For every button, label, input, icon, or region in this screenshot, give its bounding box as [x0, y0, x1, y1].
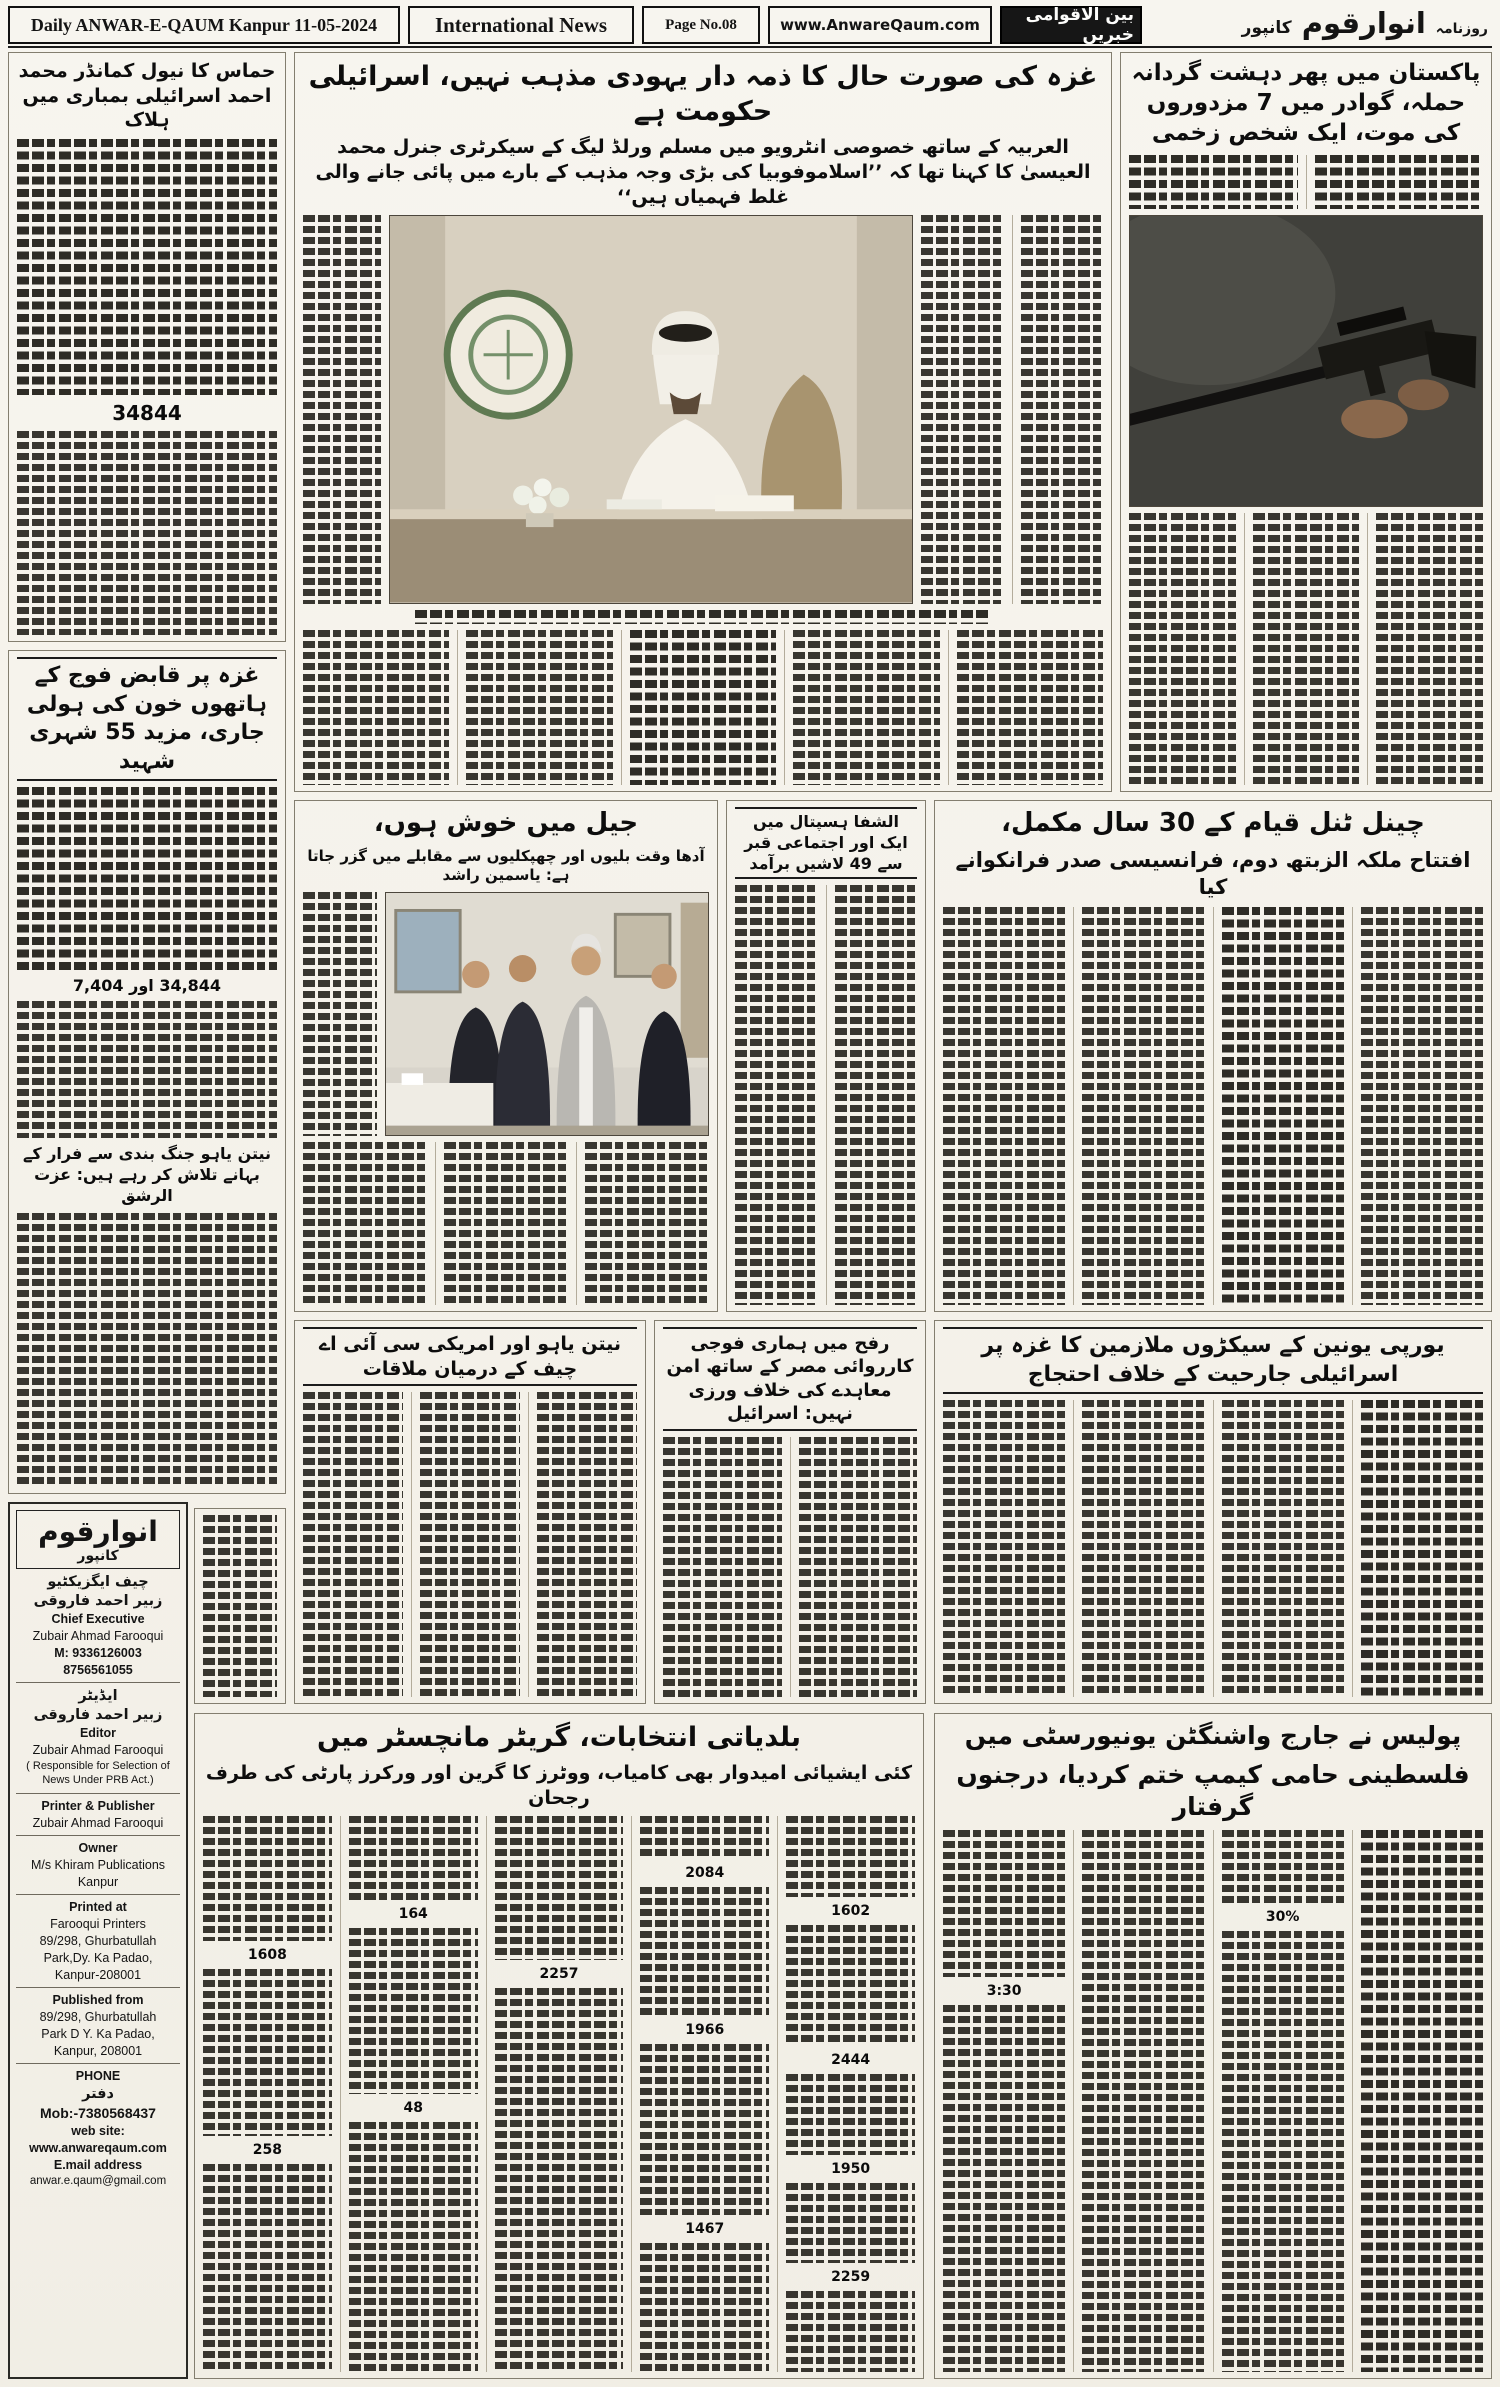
article-body-columns: [735, 885, 917, 1305]
body-text-block: [1021, 215, 1104, 603]
text-column: [303, 1392, 403, 1697]
body-text-block: [1222, 1931, 1344, 2372]
body-text-block: [1315, 155, 1484, 209]
printed-at-line1: Farooqui Printers: [50, 1916, 146, 1931]
body-text-block: [1222, 1400, 1344, 1697]
printer-publisher-label: Printer & Publisher: [41, 1798, 155, 1813]
body-text-block: [1222, 907, 1344, 1305]
text-column: [1352, 1830, 1483, 2373]
subhead-ezzat-alrishq: نیتن یاہو جنگ بندی سے فرار کے بہانے تلاش کر رہے ہیں: عزت الرشق: [22, 1144, 272, 1205]
text-column: [921, 215, 1004, 603]
body-text-block: [1376, 513, 1483, 785]
text-column: [826, 885, 918, 1305]
body-text-block: [943, 1830, 1065, 1977]
text-column: [943, 1830, 1065, 2373]
article-body-columns: [303, 1392, 637, 1697]
time-figure: 3:30: [986, 1982, 1022, 1999]
section-title-en: [408, 6, 634, 44]
owner-name: M/s Khiram Publications: [30, 1857, 166, 1872]
text-column: [303, 892, 377, 1136]
headline-jail-happy: جیل میں خوش ہوں،: [373, 808, 639, 838]
text-column: [457, 630, 612, 785]
published-from-line3: Kanpur, 208001: [53, 2043, 143, 2058]
body-text-block: [349, 2122, 478, 2372]
text-column: [1306, 155, 1484, 209]
article-continuation-strip: [194, 1508, 286, 1704]
body-text-block: [1082, 1830, 1204, 2373]
phone-label: PHONE: [75, 2068, 121, 2083]
body-text-block: [1361, 1400, 1483, 1697]
vote-count: 48: [403, 2100, 423, 2117]
text-column: [777, 1816, 915, 2372]
article-body-columns: [303, 1142, 709, 1305]
body-text-block: [17, 787, 277, 970]
headline-gwu-camp: پولیس نے جارج واشنگٹن یونیورسٹی میں: [964, 1721, 1462, 1750]
body-text-block: [444, 1142, 568, 1305]
text-column: [1352, 1400, 1483, 1697]
body-text-block: [303, 1142, 427, 1305]
section-divider: [16, 2063, 180, 2064]
section-divider: [16, 1835, 180, 1836]
article-bottom-columns: [303, 630, 1103, 785]
article-jail-happy: [294, 800, 718, 1312]
body-text-block: [663, 1437, 782, 1697]
text-column: [1129, 155, 1298, 209]
section-divider: [16, 1793, 180, 1794]
body-text-block: [585, 1142, 709, 1305]
body-text-block: [495, 1988, 624, 2372]
body-text-block: [17, 1213, 277, 1487]
vote-count: 164: [398, 1905, 428, 1922]
text-column: [943, 907, 1065, 1305]
vote-count: 1602: [831, 1903, 871, 1920]
text-column: [303, 630, 449, 785]
body-text-block: [17, 1001, 277, 1138]
casualty-figures: 34,844 اور 7,404: [72, 976, 222, 996]
body-text-block: [799, 1437, 918, 1697]
body-text-block: [640, 2044, 769, 2215]
body-text-block: [943, 2005, 1065, 2373]
article-body-columns: [303, 892, 709, 1136]
headline-pakistan-attack: پاکستان میں پھر دہشت گردانہ حملہ، گوادر میں 7 مزدوروں کی موت، ایک شخص زخمی: [1131, 60, 1481, 146]
text-column: [1367, 513, 1483, 785]
section-divider: [16, 1987, 180, 1988]
text-column: [1129, 513, 1236, 785]
section-title-en-text: International News: [434, 12, 608, 37]
body-text-block: [349, 1816, 478, 1899]
text-column: [1244, 513, 1360, 785]
article-body-columns: [303, 215, 1103, 603]
website-box: [768, 6, 992, 44]
text-column: [1012, 215, 1104, 603]
website-label: web site:: [71, 2123, 125, 2138]
rifle-photo: [1129, 215, 1483, 507]
newspaper-logo: [16, 1510, 180, 1569]
article-channel-tunnel: [934, 800, 1492, 1312]
article-rafah: [654, 1320, 926, 1704]
masthead-left-text: Daily ANWAR-E-QAUM Kanpur 11-05-2024: [30, 14, 378, 35]
article-netanyahu-cia: [294, 1320, 646, 1704]
newspaper-logo-city: کانپور: [77, 1548, 119, 1564]
urdu-masthead: [1150, 6, 1492, 44]
body-text-block: [943, 1400, 1065, 1697]
headline-hamas-commander: حماس کا نیول کمانڈر محمد احمد اسرائیلی بمباری میں ہلاک: [18, 60, 276, 132]
vote-count: 2084: [685, 1865, 725, 1882]
headline-rafah: رفح میں ہماری فوجی کارروائی مصر کے ساتھ امن معاہدے کی خلاف ورزی نہیں: اسرائیل: [663, 1327, 917, 1431]
vote-count: 2444: [831, 2052, 871, 2069]
headline-shifa-hospital: الشفا ہسپتال میں ایک اور اجتماعی قبر سے 49 لاشیں برآمد: [735, 807, 917, 879]
printed-at-label: Printed at: [69, 1899, 127, 1914]
text-column: [943, 1400, 1065, 1697]
text-column: [528, 1392, 637, 1697]
text-column: [576, 1142, 709, 1305]
headline-eu-protest: یورپی یونین کے سیکڑوں ملازمین کا غزہ پر اسرائیلی جارحیت کے خلاف احتجاج: [943, 1327, 1483, 1394]
body-text-block: [466, 630, 612, 785]
publisher-email: anwar.e.qaum@gmail.com: [29, 2174, 167, 2187]
published-from-line2: Park D Y. Ka Padao,: [41, 2026, 155, 2041]
headline-gaza-bloodshed: غزہ پر قابض فوج کے ہاتھوں خون کی ہولی جاری، مزید 55 شہری شہید: [17, 657, 277, 781]
body-text-block: [1082, 907, 1204, 1305]
vote-count: 1966: [685, 2021, 725, 2038]
printed-at-line3: Park,Dy. Ka Padao,: [43, 1950, 153, 1965]
headline-gaza-main: غزہ کی صورت حال کا ذمہ دار یہودی مذہب نہیں، اسرائیلی حکومت ہے: [308, 61, 1098, 128]
headline-channel-tunnel: چینل ٹنل قیام کے 30 سال مکمل،: [1001, 808, 1425, 838]
text-column: [1073, 907, 1204, 1305]
page-number: [642, 6, 760, 44]
headline2-channel-tunnel: افتتاح ملکہ الزبتھ دوم، فرانسیسی صدر فرانکوانے کیا: [955, 847, 1471, 900]
text-column: [1213, 1830, 1344, 2373]
article-body-columns: [943, 907, 1483, 1305]
body-text-block: [349, 1928, 478, 2095]
casualty-figure: 34844: [112, 400, 182, 425]
body-text-block: [943, 907, 1065, 1305]
text-column: [631, 1816, 769, 2372]
headline-local-elections: بلدیاتی انتخابات، گریٹر مانچسٹر میں: [317, 1722, 801, 1753]
chief-executive-name-ur: زبیر احمد فاروقی: [33, 1593, 163, 1609]
text-column: [303, 1142, 427, 1305]
section-title-ur-text: بین الاقوامی خبریں: [1025, 5, 1134, 45]
group-visit-photo-image: [386, 893, 708, 1135]
publisher-website: www.anwareqaum.com: [29, 2140, 167, 2155]
body-text-block: [203, 1515, 277, 1697]
printed-at-line4: Kanpur-208001: [54, 1967, 142, 1982]
text-column: [340, 1816, 478, 2372]
body-text-block: [735, 885, 818, 1305]
body-text-block: [537, 1392, 637, 1697]
editor-name: Zubair Ahmad Farooqui: [32, 1743, 164, 1757]
chief-executive-label-ur: چیف ایگزیکٹیو: [47, 1574, 149, 1590]
body-text-block: [957, 630, 1103, 785]
section-title-ur-box: [1000, 6, 1142, 44]
kicker-jail-happy: آدھا وقت بلیوں اور چھپکلیوں سے مقابلے میں گزر جاتا ہے: یاسمین راشد: [307, 846, 705, 885]
printer-publisher-name: Zubair Ahmad Farooqui: [32, 1815, 164, 1830]
body-text-block: [786, 2074, 915, 2155]
article-hamas-commander: [8, 52, 286, 642]
text-column: [784, 630, 939, 785]
text-column: [203, 1816, 332, 2372]
newspaper-logo-title: انوارقوم: [38, 1515, 158, 1548]
printed-at-line2: 89/298, Ghurbatullah: [39, 1933, 157, 1948]
text-column: [411, 1392, 520, 1697]
urdu-masthead-title: انوارقوم: [1301, 6, 1426, 40]
body-text-block: [640, 1816, 769, 1859]
body-text-block: [1129, 513, 1236, 785]
text-column: [1073, 1830, 1204, 2373]
mobile-number-3: Mob:-7380568437: [40, 2104, 156, 2121]
headline2-local-elections: کئی ایشیائی امیدوار بھی کامیاب، ووٹرز کا گرین اور ورکرز پارٹی کی طرف رجحان: [205, 1762, 913, 1809]
article-local-elections: [194, 1713, 924, 2379]
text-column: [1213, 1400, 1344, 1697]
editor-label-ur: ایڈیٹر: [78, 1688, 118, 1704]
article-body-columns: [203, 1816, 915, 2372]
percent-figure: 30%: [1265, 1909, 1300, 1925]
photo-caption-placeholder: [415, 610, 991, 624]
article-body-columns: [1129, 513, 1483, 785]
published-from-label: Published from: [52, 1992, 144, 2007]
body-text-block: [793, 630, 939, 785]
text-column: [735, 885, 818, 1305]
body-text-block: [1253, 513, 1360, 785]
vote-count: 1950: [831, 2160, 871, 2177]
body-text-block: [640, 1887, 769, 2016]
text-column: [435, 1142, 568, 1305]
section-divider: [16, 1894, 180, 1895]
article-body-columns: [943, 1400, 1483, 1697]
headline-netanyahu-cia: نیتن یاہو اور امریکی سی آئی اے چیف کے درمیان ملاقات: [303, 1327, 637, 1386]
body-text-block: [1082, 1400, 1204, 1697]
urdu-masthead-daily: روزنامہ: [1435, 21, 1488, 37]
mobile-number-1: M: 9336126003: [54, 1646, 142, 1660]
text-column: [948, 630, 1103, 785]
rifle-photo-image: [1130, 216, 1482, 506]
headline2-gwu-camp: فلسطینی حامی کیمپ ختم کردیا، درجنوں گرفتار: [956, 1759, 1470, 1821]
body-text-block: [1222, 1830, 1344, 1904]
office-label-ur: دفتر: [82, 2085, 114, 2102]
group-visit-photo: [385, 892, 709, 1136]
masthead-left: [8, 6, 400, 44]
body-text-block: [203, 1816, 332, 1941]
body-text-block: [640, 2243, 769, 2372]
vote-count: 2257: [539, 1966, 579, 1983]
body-text-block: [786, 2183, 915, 2264]
mobile-number-2: 8756561055: [63, 1663, 133, 1677]
body-text-block: [630, 630, 776, 785]
header-rule: [8, 46, 1492, 48]
text-column: [1073, 1400, 1204, 1697]
chief-executive-label: Chief Executive: [51, 1612, 145, 1626]
text-column: [303, 215, 381, 603]
body-text-block: [303, 1392, 403, 1697]
interview-photo: [389, 215, 913, 603]
vote-count: 1608: [247, 1947, 287, 1964]
prb-note: ( Responsible for Selection of News Under PRB Act.): [26, 1760, 170, 1786]
article-body-columns: [943, 1830, 1483, 2373]
text-column: [621, 630, 776, 785]
email-label: E.mail address: [53, 2157, 143, 2172]
article-gaza-bloodshed: [8, 650, 286, 1494]
article-body-columns: [1129, 155, 1483, 209]
body-text-block: [786, 2291, 915, 2372]
text-column: [663, 1437, 782, 1697]
page-number-text: Page No.08: [665, 16, 737, 33]
vote-count: 1467: [685, 2221, 725, 2238]
body-text-block: [786, 1925, 915, 2046]
body-text-block: [420, 1392, 520, 1697]
article-shifa-hospital: [726, 800, 926, 1312]
publisher-info-box: [8, 1502, 188, 2379]
editor-label: Editor: [79, 1726, 117, 1740]
body-text-block: [203, 1969, 332, 2136]
kicker-gaza-main: العربیہ کے ساتھ خصوصی انٹرویو میں مسلم ورلڈ لیگ کے سیکرٹری جنرل محمد العیسیٰ کا کہنا تھا کہ ’’اسلاموفوبیا کی بڑی وجہ مذہب کے بارے میں پائی جانے والی غلط فہمیاں ہیں‘‘: [315, 136, 1091, 208]
body-text-block: [786, 1816, 915, 1897]
interview-photo-image: [390, 216, 912, 602]
body-text-block: [303, 630, 449, 785]
article-gwu-camp: [934, 1713, 1492, 2379]
text-column: [1352, 907, 1483, 1305]
page-header: [8, 6, 1492, 44]
editor-name-ur: زبیر احمد فاروقی: [33, 1707, 163, 1723]
published-from-line1: 89/298, Ghurbatullah: [39, 2009, 157, 2024]
article-eu-protest: [934, 1320, 1492, 1704]
body-text-block: [1361, 907, 1483, 1305]
vote-count: 258: [252, 2141, 283, 2158]
owner-city: Kanpur: [77, 1874, 119, 1889]
website-text: www.AnwareQaum.com: [780, 16, 980, 34]
article-gaza-main: [294, 52, 1112, 792]
body-text-block: [835, 885, 918, 1305]
chief-executive-name: Zubair Ahmad Farooqui: [32, 1629, 164, 1643]
body-text-block: [203, 2164, 332, 2372]
body-text-block: [17, 139, 277, 395]
text-column: [790, 1437, 918, 1697]
vote-count: 2259: [831, 2269, 871, 2286]
text-column: [486, 1816, 624, 2372]
body-text-block: [1361, 1830, 1483, 2373]
article-pakistan-attack: [1120, 52, 1492, 792]
owner-label: Owner: [78, 1840, 118, 1855]
urdu-masthead-city: کانپور: [1241, 18, 1292, 38]
article-body-columns: [663, 1437, 917, 1697]
body-text-block: [303, 892, 377, 1136]
body-text-block: [495, 1816, 624, 1960]
body-text-block: [1129, 155, 1298, 209]
body-text-block: [921, 215, 1004, 603]
section-divider: [16, 1682, 180, 1683]
text-column: [1213, 907, 1344, 1305]
body-text-block: [303, 215, 381, 603]
body-text-block: [17, 431, 277, 635]
